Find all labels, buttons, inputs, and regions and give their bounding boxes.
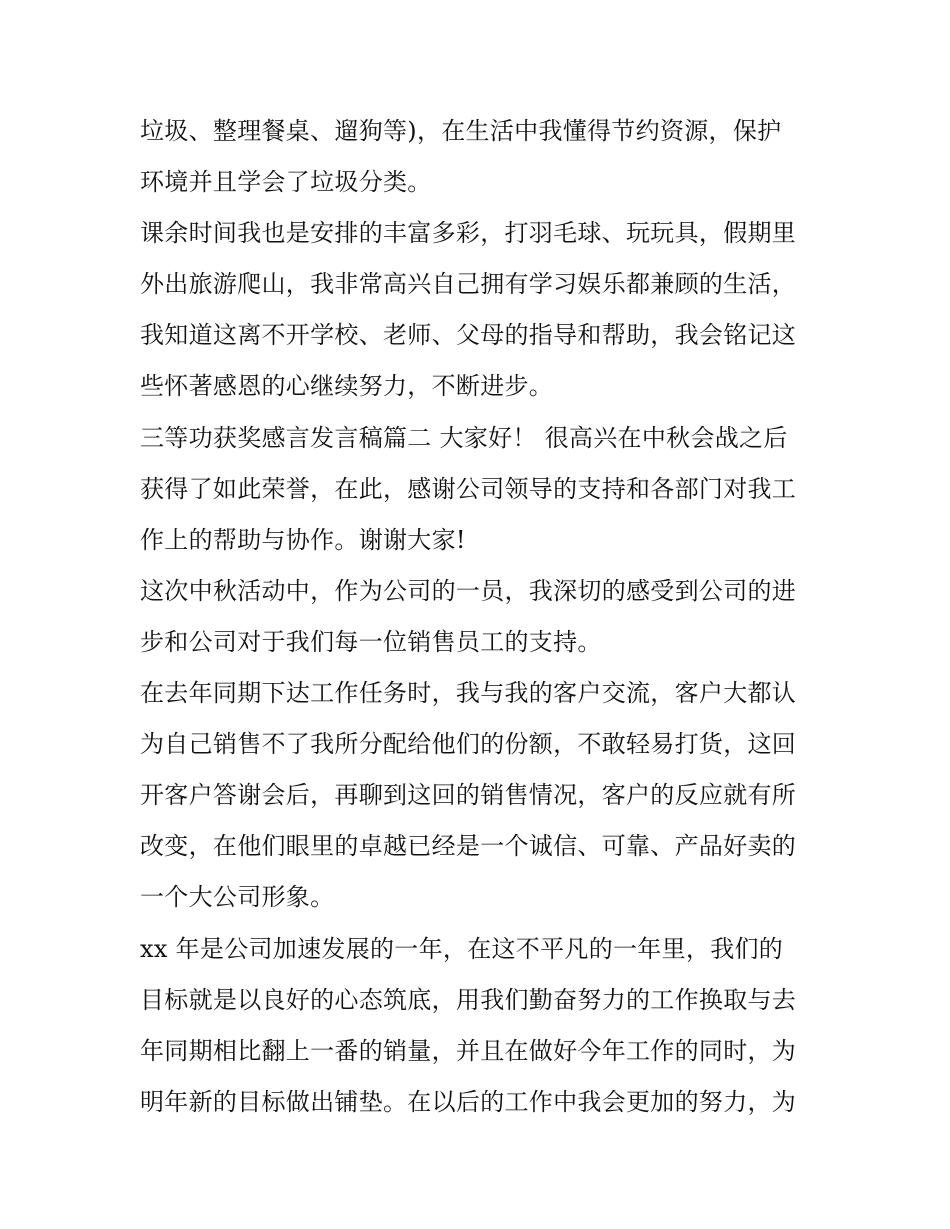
text-line: 在去年同期下达工作任务时，我与我的客户交流，客户大都认	[140, 679, 797, 708]
text-line: 一个大公司形象。	[140, 883, 335, 912]
text-line: 明年新的目标做出铺垫。在以后的工作中我会更加的努力，为	[140, 1087, 797, 1116]
text-line: 为自己销售不了我所分配给他们的份额，不敢轻易打货，这回	[140, 730, 797, 759]
text-line: 目标就是以良好的心态筑底，用我们勤奋努力的工作换取与去	[140, 985, 797, 1014]
body-text	[140, 106, 820, 1128]
text-line: 步和公司对于我们每一位销售员工的支持。	[140, 627, 602, 656]
text-line: 这次中秋活动中，作为公司的一员，我深切的感受到公司的进	[140, 576, 797, 605]
text-line: xx 年是公司加速发展的一年，在这不平凡的一年里，我们的	[140, 934, 784, 963]
text-line: 垃圾、整理餐桌、遛狗等)，在生活中我懂得节约资源，保护	[140, 117, 782, 145]
text-line: 获得了如此荣誉，在此，感谢公司领导的支持和各部门对我工	[140, 474, 797, 503]
text-line: 年同期相比翻上一番的销量，并且在做好今年工作的同时，为	[140, 1036, 797, 1065]
text-line: 环境并且学会了垃圾分类。	[140, 168, 432, 197]
text-line: 作上的帮助与协作。谢谢大家!	[140, 525, 466, 554]
text-line: 改变，在他们眼里的卓越已经是一个诚信、可靠、产品好卖的	[140, 832, 797, 861]
text-line: 外出旅游爬山，我非常高兴自己拥有学习娱乐都兼顾的生活，	[140, 270, 797, 299]
text-line: 些怀著感恩的心继续努力，不断进步。	[140, 372, 554, 401]
text-line: 开客户答谢会后，再聊到这回的销售情况，客户的反应就有所	[140, 781, 797, 810]
text-line: 我知道这离不开学校、老师、父母的指导和帮助，我会铭记这	[140, 321, 797, 350]
text-line: 三等功获奖感言发言稿篇二 大家好！ 很高兴在中秋会战之后	[140, 423, 788, 452]
text-line: 课余时间我也是安排的丰富多彩，打羽毛球、玩玩具，假期里	[140, 219, 797, 248]
